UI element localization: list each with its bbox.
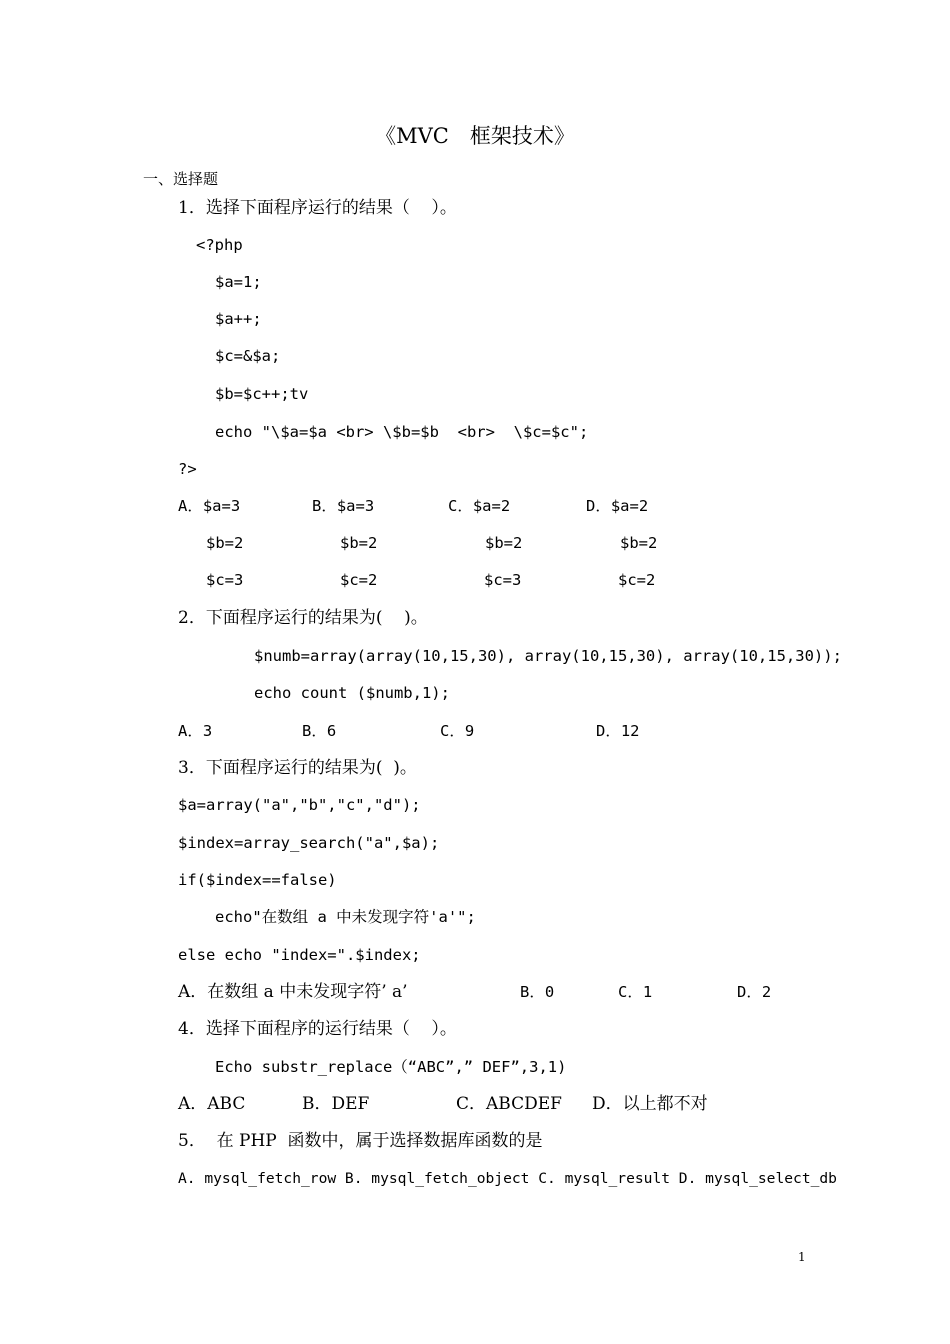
code-line: $a=1; — [215, 273, 262, 291]
code-line: if($index==false) — [178, 871, 337, 889]
document-title: 《MVC 框架技术》 — [375, 124, 575, 148]
code-line: $numb=array(array(10,15,30), array(10,15,30), array(10,15,30)); — [254, 647, 842, 665]
option-a: A．在数组 a 中未发现字符’ a’ — [178, 982, 408, 1002]
code-line: echo "\$a=$a <br> \$b=$b <br> \$c=$c"; — [215, 423, 589, 441]
option-d: D．12 — [596, 722, 640, 740]
code-line: echo count ($numb,1); — [254, 684, 450, 702]
code-line: $a=array("a","b","c","d"); — [178, 796, 421, 814]
option-c: C．9 — [440, 722, 475, 740]
question-2: 2．下面程序运行的结果为( )。 — [178, 608, 428, 628]
option-b-line2: $b=2 — [340, 534, 378, 552]
option-c: C．$a=2 — [448, 497, 511, 515]
option-d-line3: $c=2 — [618, 571, 656, 589]
code-line: ?> — [178, 460, 197, 478]
option-d: D．$a=2 — [586, 497, 649, 515]
code-line: else echo "index=".$index; — [178, 946, 421, 964]
option-c-line3: $c=3 — [484, 571, 522, 589]
option-c: C．1 — [618, 983, 653, 1001]
question-5-options: A. mysql_fetch_row B. mysql_fetch_object C. mysql_result D. mysql_select_db — [178, 1170, 837, 1187]
code-line: $b=$c++;tv — [215, 385, 309, 403]
option-b: B．0 — [520, 983, 555, 1001]
question-4: 4．选择下面程序的运行结果（ ）。 — [178, 1019, 457, 1039]
option-a: A．3 — [178, 722, 213, 740]
code-line: echo"在数组 a 中未发现字符'a'"; — [215, 908, 476, 926]
option-b: B．6 — [302, 722, 337, 740]
question-3: 3．下面程序运行的结果为( )。 — [178, 758, 417, 778]
code-line: $index=array_search("a",$a); — [178, 834, 440, 852]
option-a-line2: $b=2 — [206, 534, 244, 552]
page-number: 1 — [798, 1250, 806, 1264]
option-b: B．DEF — [302, 1094, 370, 1114]
option-a: A．$a=3 — [178, 497, 241, 515]
code-line: <?php — [196, 236, 243, 254]
option-a: A．ABC — [178, 1094, 246, 1114]
option-d-line2: $b=2 — [620, 534, 658, 552]
option-a-line3: $c=3 — [206, 571, 244, 589]
option-b: B．$a=3 — [312, 497, 375, 515]
question-5: 5． 在 PHP 函数中，属于选择数据库函数的是 — [178, 1131, 543, 1151]
option-c: C．ABCDEF — [456, 1094, 562, 1114]
code-line: $a++; — [215, 310, 262, 328]
option-c-line2: $b=2 — [485, 534, 523, 552]
question-1: 1．选择下面程序运行的结果（ ）。 — [178, 198, 457, 218]
section-heading: 一、选择题 — [143, 170, 219, 188]
code-line: $c=&$a; — [215, 347, 281, 365]
option-d: D．以上都不对 — [592, 1094, 708, 1114]
option-b-line3: $c=2 — [340, 571, 378, 589]
code-line: Echo substr_replace（“ABC”,” DEF”,3,1) — [215, 1058, 567, 1076]
option-d: D．2 — [737, 983, 772, 1001]
